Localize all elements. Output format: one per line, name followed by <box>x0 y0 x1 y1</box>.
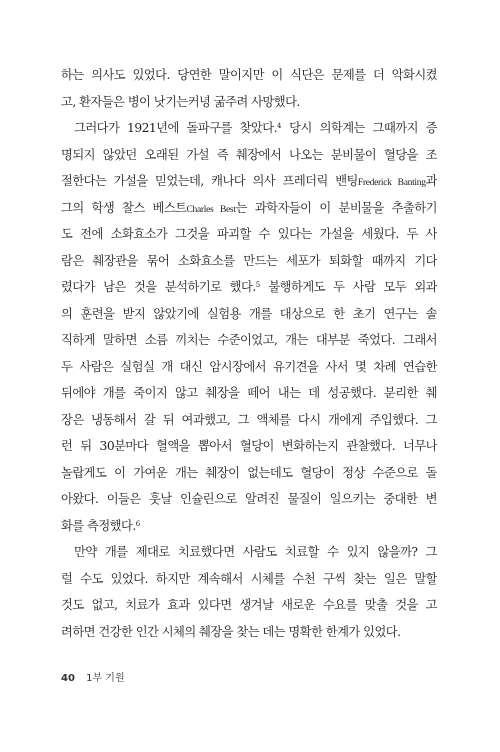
text-span: 는 과학자들이 이 분비물을 추출하기 <box>235 200 437 215</box>
text-line: 두 사람은 실험실 개 대신 암시장에서 유기견을 사서 몇 차례 연습한 <box>61 359 437 374</box>
text-line: 의 훈련을 받지 않았기에 실험용 개를 대상으로 한 초기 연구는 솔 <box>61 306 437 321</box>
footnote-marker: 5 <box>255 281 261 289</box>
text-line: 고, 환자들은 병이 낫기는커녕 굶주려 사망했다. <box>61 94 300 109</box>
text-line: 아왔다. 이들은 훗날 인슐린으로 알려진 물질이 일으키는 중대한 변 <box>61 492 437 506</box>
footnote-marker: 4 <box>276 122 282 130</box>
paragraph <box>61 62 437 115</box>
text-line: 놀랍게도 이 가여운 개는 췌장이 없는데도 혈당이 정상 수준으로 돌 <box>61 465 437 480</box>
text-line: 람은 췌장관을 묶어 소화효소를 만드는 세포가 퇴화할 때까지 기다 <box>61 253 437 268</box>
text-line <box>61 195 437 222</box>
text-line <box>61 513 437 540</box>
text-line <box>61 274 437 301</box>
text-span: 그의 학생 찰스 베스트 <box>61 200 187 215</box>
page-footer <box>61 669 125 684</box>
latin-name: Charles Best <box>186 204 236 215</box>
text-line: 것도 없고, 치료가 효과 있다면 생겨날 새로운 수요를 맞출 것을 고 <box>61 598 437 612</box>
latin-name: Frederick Banting <box>357 178 426 188</box>
footnote-marker: 6 <box>135 519 141 528</box>
paragraph <box>61 115 437 539</box>
text-line: 도 전에 소화효소가 그것을 파괴할 수 있다는 가설을 세웠다. 두 사 <box>61 227 437 241</box>
text-line: 직하게 말하면 소름 끼치는 수준이었고, 개는 대부분 죽었다. 그래서 <box>61 333 437 347</box>
text-span: 당시 의학계는 그때까지 증 <box>289 121 437 135</box>
text-span: 불행하게도 두 사람 모두 외과 <box>268 280 437 294</box>
text-line: 만약 개를 제대로 치료했다면 사람도 치료할 수 있지 않을까? 그 <box>74 545 437 559</box>
text-line: 하는 의사도 있었다. 당연한 말이지만 이 식단은 문제를 더 악화시켰 <box>61 68 437 82</box>
text-line <box>61 168 437 195</box>
paragraph <box>61 539 437 645</box>
section-title: 1부 기원 <box>86 673 125 684</box>
text-span: 그러다가 1921년에 돌파구를 찾았다. <box>74 121 277 135</box>
text-line: 뒤에야 개를 죽이지 않고 췌장을 떼어 내는 데 성공했다. 분리한 췌 <box>61 386 437 400</box>
text-line <box>61 115 437 142</box>
text-line: 장은 냉동해서 갈 뒤 여과했고, 그 액체를 다시 개에게 주입했다. 그 <box>61 412 437 427</box>
text-line: 럴 수도 있었다. 하지만 계속해서 시체를 수천 구씩 찾는 일은 말할 <box>61 571 437 586</box>
text-line: 명되지 않았던 오래된 가설 즉 췌장에서 나오는 분비물이 혈당을 조 <box>61 147 437 162</box>
text-span: 과 <box>425 174 437 188</box>
text-span: 렸다가 남은 것을 분석하기로 했다. <box>61 280 256 294</box>
page-number: 40 <box>61 673 75 684</box>
text-span: 절한다는 가설을 믿었는데, 캐나다 의사 프레더릭 밴팅 <box>61 174 358 188</box>
text-line: 려하면 건강한 인간 시체의 췌장을 찾는 데는 명확한 한계가 있었다. <box>61 624 401 639</box>
text-line: 런 뒤 30분마다 혈액을 뽑아서 혈당이 변화하는지 관찰했다. 너무나 <box>61 439 437 453</box>
text-span: 화를 측정했다. <box>61 518 136 533</box>
page-body <box>61 62 437 645</box>
